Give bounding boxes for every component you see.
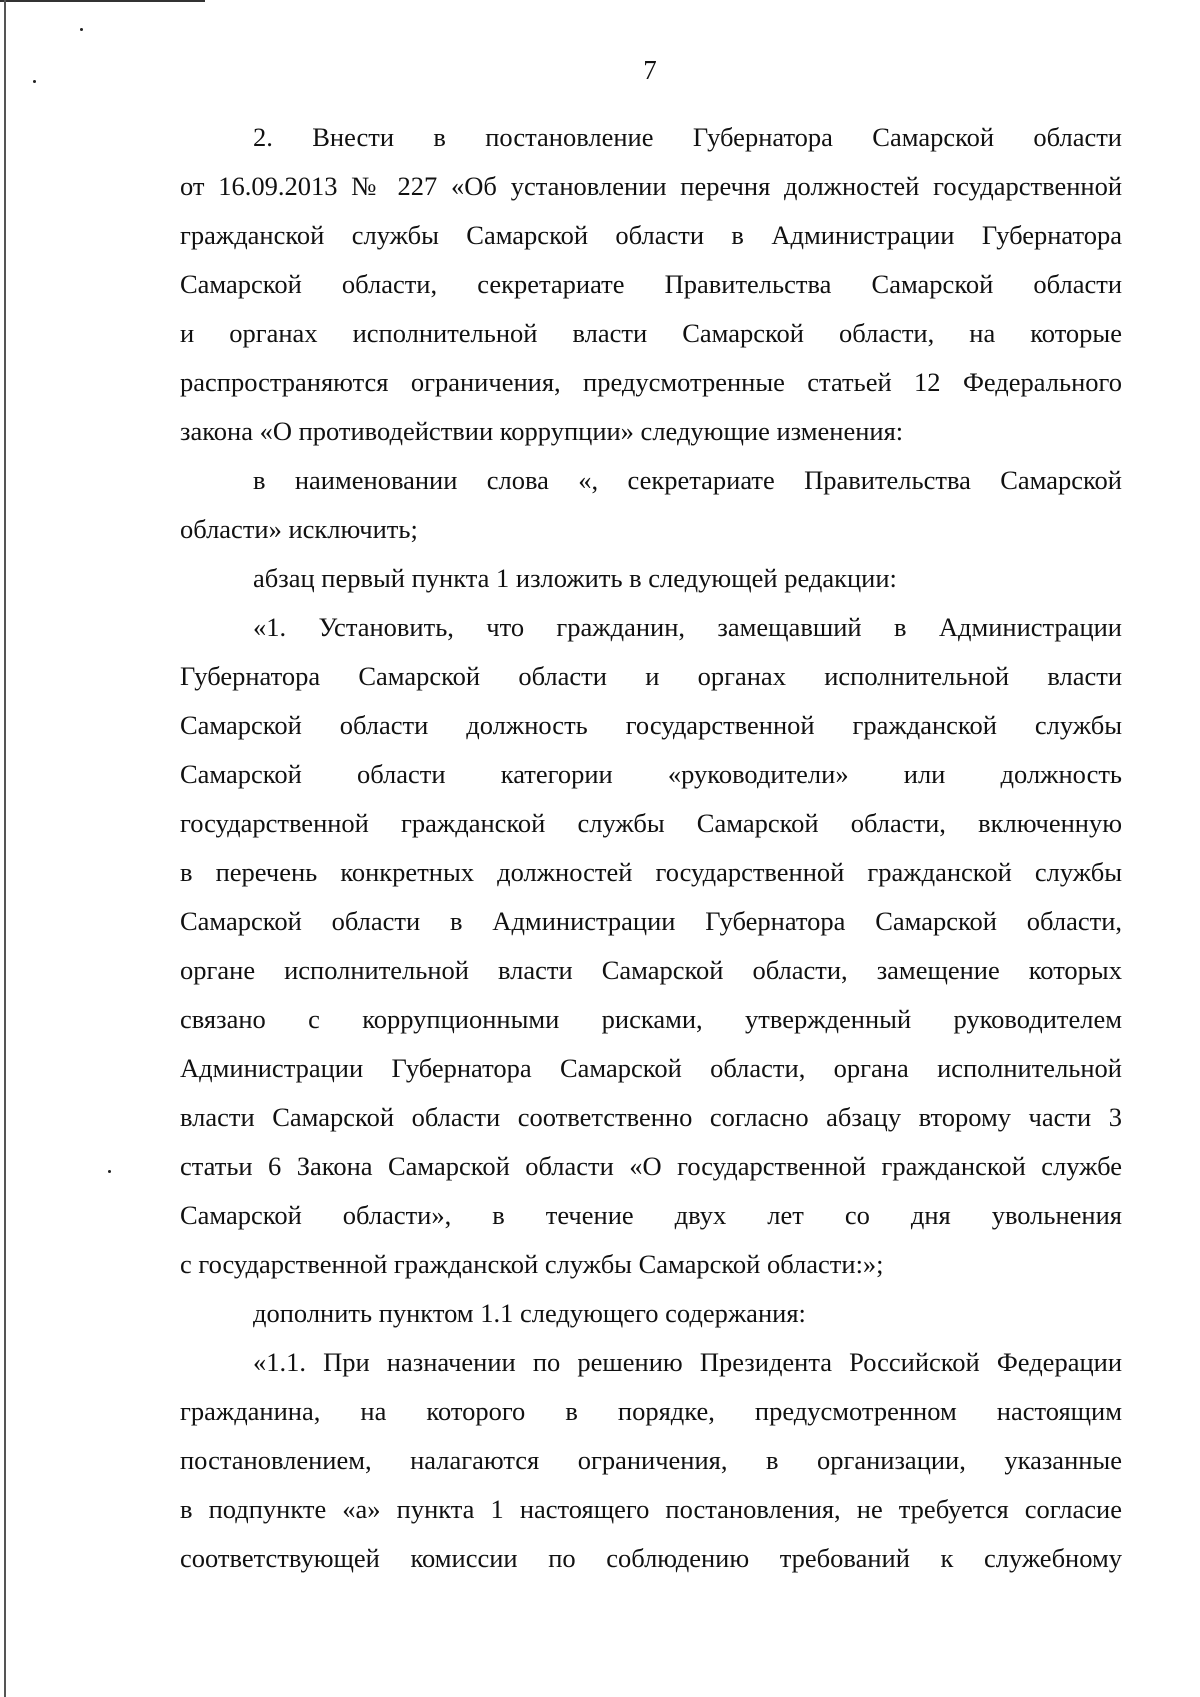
text-line: области» исключить; — [180, 514, 418, 544]
text-line: власти Самарской области соответственно согласно абзацу второму части 3 — [180, 1102, 1122, 1132]
text-line: абзац первый пункта 1 изложить в следующей редакции: — [253, 563, 897, 593]
text-line: и органах исполнительной власти Самарской области, на которые — [180, 318, 1122, 348]
text-line: Самарской области, секретариате Правительства Самарской области — [180, 269, 1122, 299]
scan-speck — [108, 1170, 111, 1173]
text-line: Администрации Губернатора Самарской области, органа исполнительной — [180, 1053, 1122, 1083]
text-line: соответствующей комиссии по соблюдению требований к служебному — [180, 1543, 1122, 1573]
text-line: гражданина, на которого в порядке, предусмотренном настоящим — [180, 1396, 1122, 1426]
text-line: Самарской области в Администрации Губернатора Самарской области, — [180, 906, 1122, 936]
text-line: «1.1. При назначении по решению Президента Российской Федерации — [253, 1347, 1122, 1377]
scan-border-top — [0, 0, 205, 2]
text-line: Губернатора Самарской области и органах исполнительной власти — [180, 661, 1122, 691]
text-line: в подпункте «а» пункта 1 настоящего постановления, не требуется согласие — [180, 1494, 1122, 1524]
text-line: в наименовании слова «, секретариате Правительства Самарской — [253, 465, 1122, 495]
text-line: статьи 6 Закона Самарской области «О государственной гражданской службе — [180, 1151, 1122, 1181]
page-number: 7 — [643, 55, 657, 85]
text-line: Самарской области категории «руководители» или должность — [180, 759, 1122, 789]
text-line: распространяются ограничения, предусмотренные статьей 12 Федерального — [180, 367, 1122, 397]
text-line: органе исполнительной власти Самарской области, замещение которых — [180, 955, 1122, 985]
text-line: связано с коррупционными рисками, утвержденный руководителем — [180, 1004, 1122, 1034]
text-line: дополнить пунктом 1.1 следующего содержания: — [253, 1298, 806, 1328]
text-line: Самарской области», в течение двух лет со дня увольнения — [180, 1200, 1122, 1230]
text-line: «1. Установить, что гражданин, замещавший в Администрации — [253, 612, 1122, 642]
text-line: Самарской области должность государственной гражданской службы — [180, 710, 1122, 740]
text-line: с государственной гражданской службы Самарской области:»; — [180, 1249, 884, 1279]
text-line: в перечень конкретных должностей государственной гражданской службы — [180, 857, 1122, 887]
scan-border-left — [4, 0, 6, 1697]
text-line: постановлением, налагаются ограничения, в организации, указанные — [180, 1445, 1122, 1475]
document-body — [180, 113, 1122, 1583]
text-line: гражданской службы Самарской области в Администрации Губернатора — [180, 220, 1122, 250]
text-line: 2. Внести в постановление Губернатора Самарской области — [253, 122, 1122, 152]
scan-speck — [80, 28, 83, 31]
text-line: от 16.09.2013 № 227 «Об установлении перечня должностей государственной — [180, 171, 1122, 201]
text-line: закона «О противодействии коррупции» следующие изменения: — [180, 416, 904, 446]
text-line: государственной гражданской службы Самарской области, включенную — [180, 808, 1122, 838]
